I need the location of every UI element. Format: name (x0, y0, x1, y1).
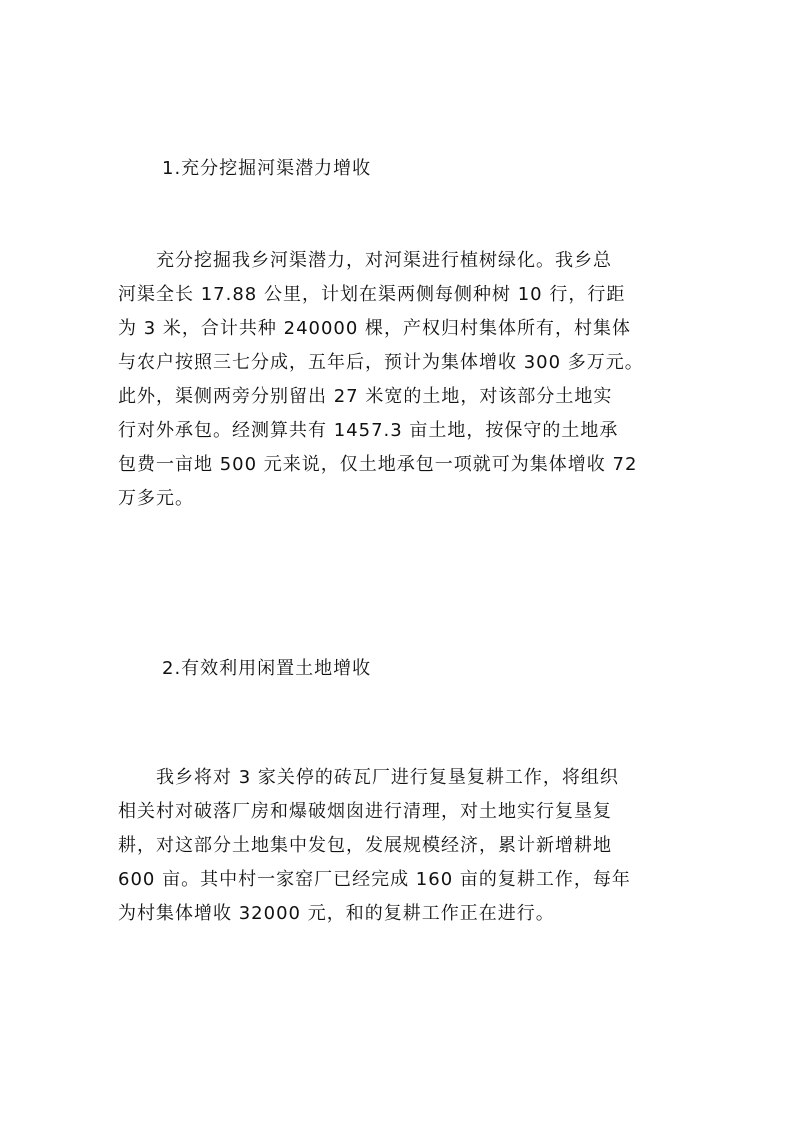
paragraph-line: 万多元。 (118, 488, 194, 509)
paragraph-line: 600 亩。其中村一家窑厂已经完成 160 亩的复耕工作，每年 (118, 869, 631, 890)
paragraph-line: 我乡将对 3 家关停的砖瓦厂进行复垦复耕工作，将组织 (118, 767, 619, 788)
paragraph-line: 此外，渠侧两旁分别留出 27 米宽的土地，对该部分土地实 (118, 386, 613, 407)
section-heading-2: 2.有效利用闲置土地增收 (162, 658, 372, 679)
paragraph-line: 为村集体增收 32000 元，和的复耕工作正在进行。 (118, 903, 555, 924)
section-heading-1: 1.充分挖掘河渠潜力增收 (162, 158, 372, 179)
paragraph-line: 行对外承包。经测算共有 1457.3 亩土地，按保守的土地承 (118, 420, 619, 441)
paragraph-line: 河渠全长 17.88 公里，计划在渠两侧每侧种树 10 行，行距 (118, 284, 626, 305)
section-paragraph-1 (118, 244, 678, 516)
paragraph-line: 耕，对这部分土地集中发包，发展规模经济，累计新增耕地 (118, 835, 612, 856)
paragraph-line: 包费一亩地 500 元来说，仅土地承包一项就可为集体增收 72 (118, 454, 638, 475)
paragraph-line: 充分挖掘我乡河渠潜力，对河渠进行植树绿化。我乡总 (118, 250, 612, 271)
paragraph-line: 相关村对破落厂房和爆破烟囱进行清理，对土地实行复垦复 (118, 801, 612, 822)
section-paragraph-2 (118, 761, 678, 931)
paragraph-line: 与农户按照三七分成，五年后，预计为集体增收 300 多万元。 (118, 352, 644, 373)
paragraph-line: 为 3 米，合计共种 240000 棵，产权归村集体所有，村集体 (118, 318, 632, 339)
